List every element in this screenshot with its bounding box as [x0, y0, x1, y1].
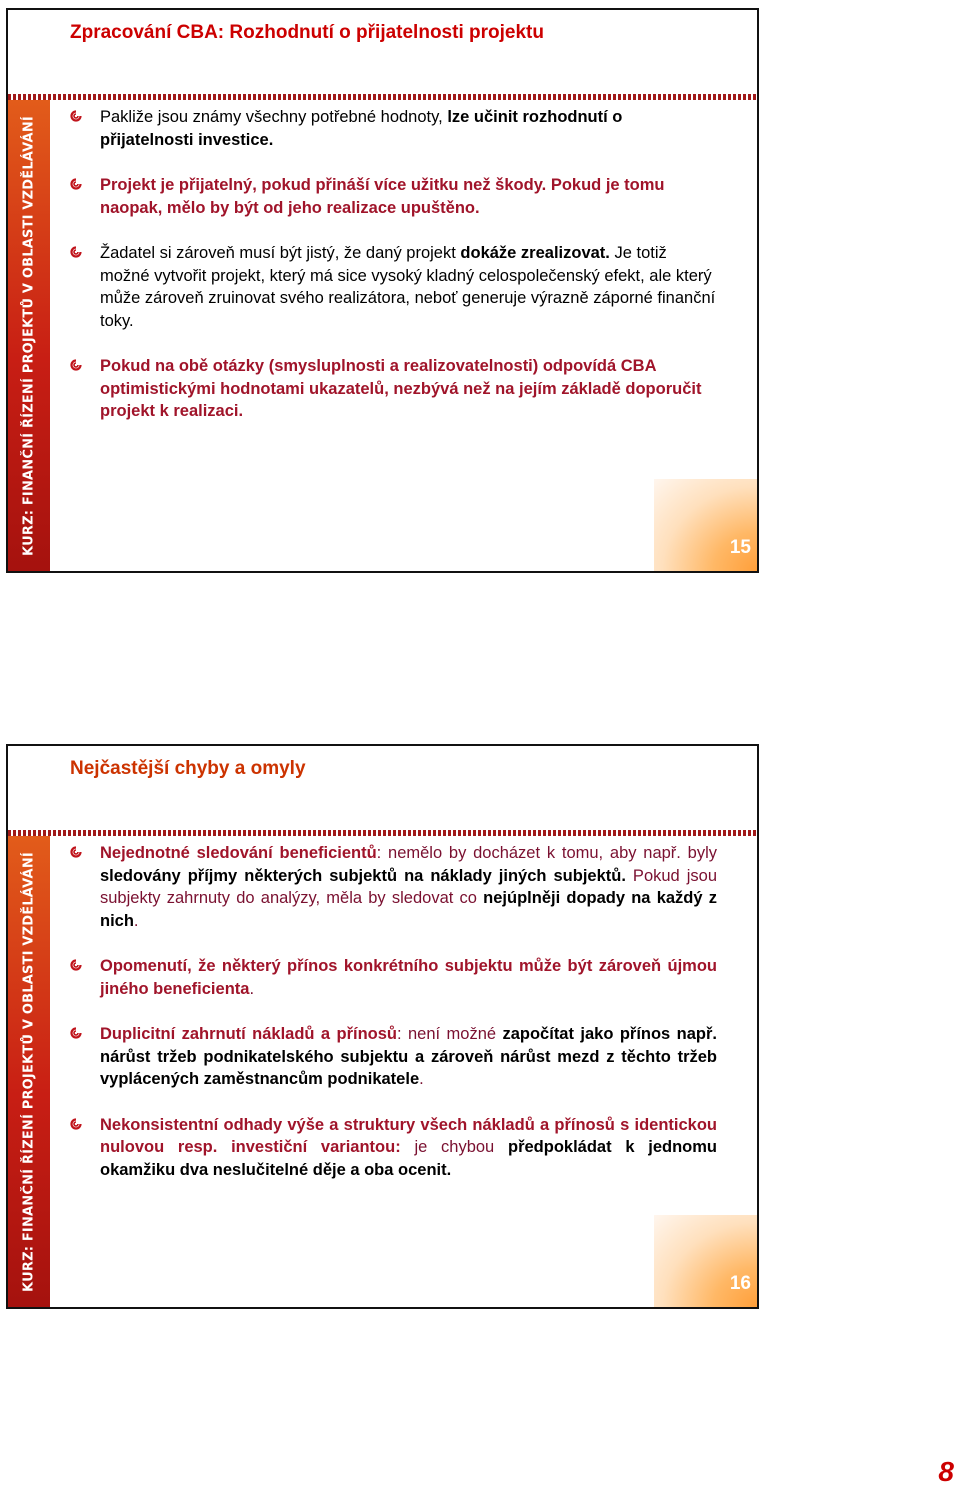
bullet-item — [70, 242, 717, 332]
bullet-text: . — [419, 1070, 424, 1088]
swirl-bullet-icon — [70, 959, 82, 971]
swirl-bullet-icon — [70, 846, 82, 858]
bullet-text-bold: nejúplněji dopady na každý z nich — [100, 889, 717, 930]
header-stripe — [8, 830, 757, 836]
bullet-text: Je totiž možné vytvořit projekt, který má sice vysoký kladný celospolečenský efekt, ale který může zároveň zruinovat svého realizátora, neboť generuje výrazně záporné finanční toky. — [100, 244, 716, 330]
bullet-text-bold: Nekonsistentní odhady výše a struktury všech nákladů a přínosů s identickou nulovou resp. investiční variantou: — [100, 1115, 717, 1156]
slide-title: Nejčastější chyby a omyly — [70, 758, 306, 779]
bullet-text: Žadatel si zároveň musí být jistý, že daný projekt — [100, 244, 461, 262]
slide-header — [8, 10, 757, 94]
swirl-bullet-icon — [70, 178, 82, 190]
bullet-text: : není možné — [397, 1025, 503, 1043]
bullet-item — [70, 106, 717, 151]
header-stripe — [8, 94, 757, 100]
bullet-item — [70, 842, 717, 932]
bullet-text: . — [133, 911, 139, 930]
bullet-text-bold: lze učinit rozhodnutí o přijatelnosti investice. — [100, 108, 623, 149]
bullet-text: Pokud jsou subjekty zahrnuty do analýzy, měla by sledovat co — [100, 866, 717, 907]
slide-16 — [6, 744, 759, 1309]
page-number: 8 — [938, 1456, 954, 1487]
bullet-text: Pakliže jsou známy všechny potřebné hodnoty, — [100, 108, 448, 126]
bullet-text-bold: Opomenutí, že některý přínos konkrétního subjektu může být zároveň újmou jiného beneficienta — [100, 957, 717, 998]
swirl-bullet-icon — [70, 110, 82, 122]
course-label: KURZ: FINANČNÍ ŘÍZENÍ PROJEKTŮ V OBLASTI VZDĚLÁVÁNÍ — [21, 115, 37, 556]
swirl-bullet-icon — [70, 1027, 82, 1039]
slide-title: Zpracování CBA: Rozhodnutí o přijatelnosti projektu — [70, 22, 544, 43]
bullet-text: Pokud na obě otázky (smysluplnosti a realizovatelnosti) odpovídá CBA optimistickými hodnotami ukazatelů, nezbývá než na jejím základě doporučit projekt k realizaci. — [100, 357, 702, 420]
sidebar — [8, 100, 50, 571]
bullet-text: Projekt je přijatelný, pokud přináší více užitku než škody. Pokud je tomu naopak, mělo by být od jeho realizace upuštěno. — [100, 176, 665, 217]
bullet-text-bold: Duplicitní zahrnutí nákladů a přínosů — [100, 1025, 397, 1043]
bullet-text-bold: předpokládat k jednomu okamžiku dva neslučitelné děje a oba ocenit. — [100, 1138, 717, 1179]
bullet-item — [70, 355, 717, 423]
slide-number-box — [654, 1215, 757, 1307]
swirl-bullet-icon — [70, 1118, 82, 1130]
swirl-bullet-icon — [70, 359, 82, 371]
swirl-bullet-icon — [70, 246, 82, 258]
slide-number: 16 — [729, 1273, 751, 1294]
bullet-item — [70, 1023, 717, 1091]
bullet-text-bold: sledovány příjmy některých subjektů na náklady jiných subjektů. — [100, 866, 626, 885]
slide-content — [70, 842, 717, 1204]
slide-number-box — [654, 479, 757, 571]
bullet-text-bold: dokáže zrealizovat. — [460, 244, 610, 262]
slide-number: 15 — [729, 537, 751, 558]
bullet-item — [70, 955, 717, 1000]
bullet-text: je chybou — [400, 1138, 508, 1156]
bullet-text: . — [249, 979, 255, 998]
bullet-text-bold: započítat jako přínos např. nárůst tržeb podnikatelského subjektu a zároveň nárůst mezd z těchto tržeb vyplácených zaměstnancům podnikatele — [100, 1025, 717, 1088]
sidebar — [8, 836, 50, 1307]
slide-15 — [6, 8, 759, 573]
bullet-item — [70, 174, 717, 219]
bullet-text-bold: Nejednotné sledování beneficientů — [100, 844, 377, 862]
course-label: KURZ: FINANČNÍ ŘÍZENÍ PROJEKTŮ V OBLASTI VZDĚLÁVÁNÍ — [21, 851, 37, 1292]
slide-content — [70, 106, 717, 446]
bullet-text: : nemělo by docházet k tomu, aby např. byly — [376, 844, 717, 862]
slide-header — [8, 746, 757, 830]
bullet-item — [70, 1114, 717, 1182]
